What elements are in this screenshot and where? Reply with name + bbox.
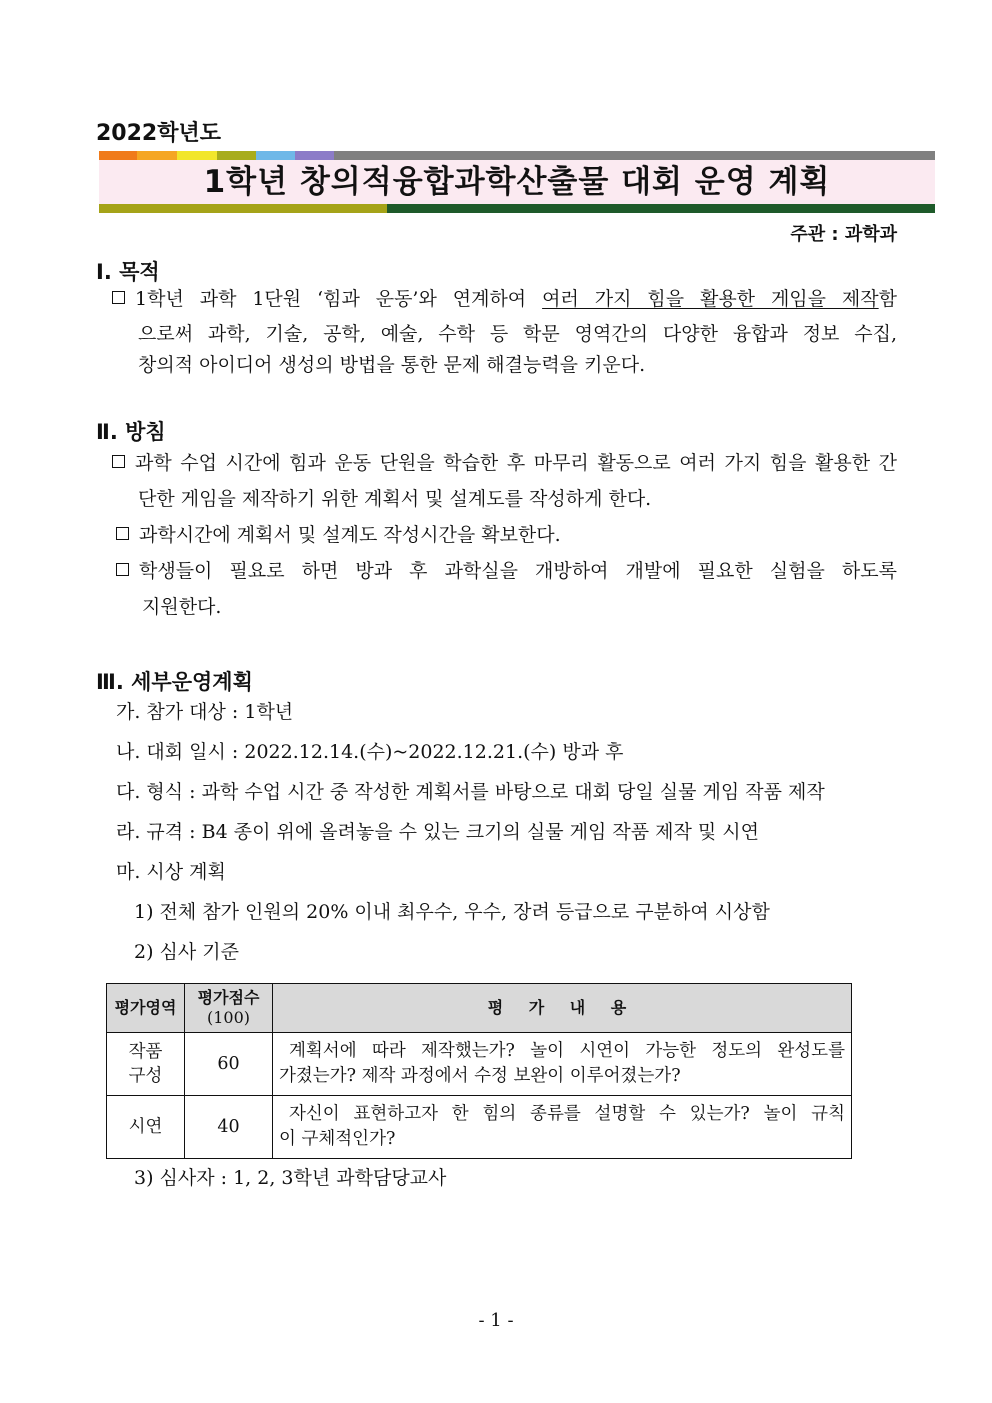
section-2-item-1-line-1: 과학 수업 시간에 힘과 운동 단원을 학습한 후 마무리 활동으로 여러 가지 힘을 활용한 간 (112, 445, 897, 481)
plan-item-format: 다. 형식 : 과학 수업 시간 중 작성한 계획서를 바탕으로 대회 당일 실물 게임 작품 제작 (116, 781, 825, 803)
section-3-heading: Ⅲ. 세부운영계획 (96, 670, 253, 694)
table-row (107, 1096, 852, 1159)
cell-score: 60 (185, 1033, 273, 1096)
plan-item-specification: 라. 규격 : B4 종이 위에 올려놓을 수 있는 크기의 실물 게임 작품 제작 및 시연 (116, 821, 759, 843)
title-bottom-color-bar (99, 204, 935, 213)
cell-content: 계획서에 따라 제작했는가? 놀이 시연이 가능한 정도의 완성도를 가졌는가? 제작 과정에서 수정 보완이 이루어졌는가? (273, 1033, 852, 1096)
awards-sub-1: 1) 전체 참가 인원의 20% 이내 최우수, 우수, 장려 등급으로 구분하여 시상함 (134, 901, 770, 923)
evaluation-criteria-table (106, 983, 852, 1159)
section-1-line-1: 1학년 과학 1단원 ‘힘과 운동’와 연계하여 여러 가지 힘을 활용한 게임을 제작함 (112, 281, 897, 317)
document-title: 1학년 창의적융합과학산출물 대회 운영 계획 (203, 164, 831, 200)
awards-sub-3: 3) 심사자 : 1, 2, 3학년 과학담당교사 (134, 1167, 447, 1189)
checkbox-bullet-icon (112, 291, 125, 304)
plan-item-schedule: 나. 대회 일시 : 2022.12.14.(수)~2022.12.21.(수) 방과 후 (116, 741, 624, 763)
section-2-item-3-line-2: 지원한다. (142, 596, 222, 618)
title-top-color-bar (99, 151, 935, 160)
page-number: - 1 - (478, 1310, 514, 1331)
checkbox-bullet-icon (116, 527, 129, 540)
plan-item-participants: 가. 참가 대상 : 1학년 (116, 701, 294, 723)
header-area: 평가영역 (107, 984, 185, 1033)
table-row (107, 1033, 852, 1096)
header-content: 평 가 내 용 (273, 984, 852, 1033)
section-2-item-3-line-1: 학생들이 필요로 하면 방과 후 과학실을 개방하여 개발에 필요한 실험을 하도록 (116, 553, 897, 589)
cell-score: 40 (185, 1096, 273, 1159)
section-1-heading: Ⅰ. 목적 (96, 260, 160, 284)
table-header-row (107, 984, 852, 1033)
cell-content: 자신이 표현하고자 한 힘의 종류를 설명할 수 있는가? 놀이 규칙 이 구체적인가? (273, 1096, 852, 1159)
section-2-item-2: 과학시간에 계획서 및 설계도 작성시간을 확보한다. (116, 517, 561, 553)
section-1-line-2: 으로써 과학, 기술, 공학, 예술, 수학 등 학문 영역간의 다양한 융합과 정보 수집, (138, 323, 897, 345)
section-2-item-1-line-2: 단한 게임을 제작하기 위한 계획서 및 설계도를 작성하게 한다. (138, 488, 652, 510)
section-2-heading: Ⅱ. 방침 (96, 420, 166, 444)
header-score: 평가점수 (100) (185, 984, 273, 1033)
underlined-phrase: 여러 가지 힘을 활용한 게임을 제작 (542, 288, 879, 310)
cell-area: 작품 구성 (107, 1033, 185, 1096)
plan-item-awards: 마. 시상 계획 (116, 861, 226, 883)
document-year: 2022학년도 (96, 121, 221, 146)
section-1-line-3: 창의적 아이디어 생성의 방법을 통한 문제 해결능력을 키운다. (138, 354, 646, 376)
organizer-label: 주관 : 과학과 (790, 224, 897, 245)
awards-sub-2: 2) 심사 기준 (134, 941, 239, 963)
checkbox-bullet-icon (112, 455, 125, 468)
cell-area: 시연 (107, 1096, 185, 1159)
checkbox-bullet-icon (116, 563, 129, 576)
